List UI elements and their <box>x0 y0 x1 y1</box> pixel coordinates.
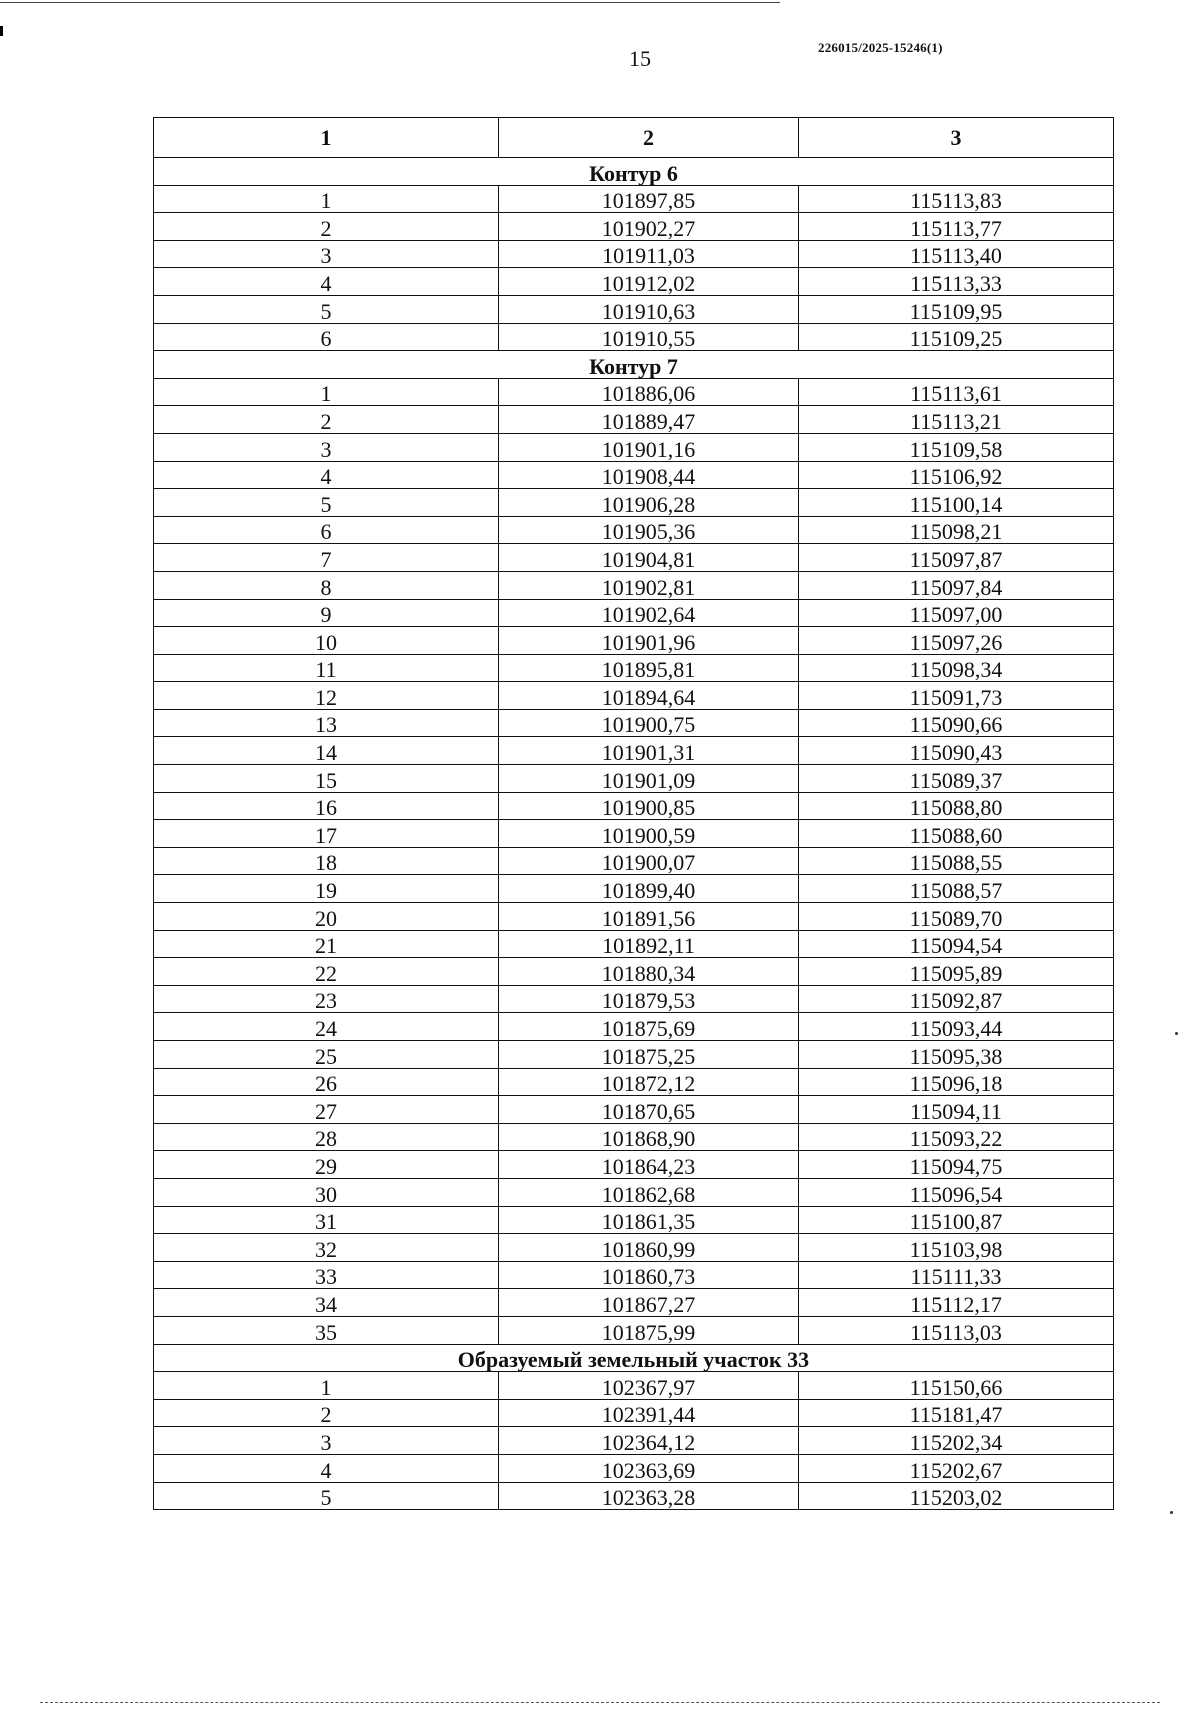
point-number-cell: 9 <box>154 599 499 627</box>
point-number-cell: 27 <box>154 1096 499 1124</box>
table-row <box>154 1316 1114 1344</box>
table-row <box>154 544 1114 572</box>
x-coordinate-cell: 101900,75 <box>499 709 799 737</box>
x-coordinate-cell: 101875,69 <box>499 1013 799 1041</box>
table-row <box>154 1261 1114 1289</box>
y-coordinate-cell: 115109,95 <box>799 295 1114 323</box>
y-coordinate-cell: 115100,87 <box>799 1206 1114 1234</box>
point-number-cell: 2 <box>154 406 499 434</box>
column-header: 2 <box>499 118 799 158</box>
point-number-cell: 13 <box>154 709 499 737</box>
section-title: Контур 6 <box>154 158 1114 186</box>
table-row <box>154 985 1114 1013</box>
table-row <box>154 682 1114 710</box>
x-coordinate-cell: 101860,73 <box>499 1261 799 1289</box>
y-coordinate-cell: 115109,58 <box>799 433 1114 461</box>
y-coordinate-cell: 115112,17 <box>799 1289 1114 1317</box>
scan-edge-line-top <box>0 2 780 3</box>
point-number-cell: 35 <box>154 1316 499 1344</box>
section-title: Контур 7 <box>154 351 1114 379</box>
point-number-cell: 16 <box>154 792 499 820</box>
table-row <box>154 654 1114 682</box>
point-number-cell: 19 <box>154 875 499 903</box>
y-coordinate-cell: 115088,57 <box>799 875 1114 903</box>
point-number-cell: 21 <box>154 930 499 958</box>
point-number-cell: 7 <box>154 544 499 572</box>
y-coordinate-cell: 115092,87 <box>799 985 1114 1013</box>
table-row <box>154 1178 1114 1206</box>
scan-edge-mark <box>0 26 3 36</box>
y-coordinate-cell: 115098,34 <box>799 654 1114 682</box>
point-number-cell: 24 <box>154 1013 499 1041</box>
y-coordinate-cell: 115091,73 <box>799 682 1114 710</box>
table-row <box>154 847 1114 875</box>
point-number-cell: 34 <box>154 1289 499 1317</box>
point-number-cell: 3 <box>154 433 499 461</box>
x-coordinate-cell: 101901,16 <box>499 433 799 461</box>
x-coordinate-cell: 102367,97 <box>499 1372 799 1400</box>
point-number-cell: 5 <box>154 1482 499 1510</box>
point-number-cell: 2 <box>154 1399 499 1427</box>
y-coordinate-cell: 115111,33 <box>799 1261 1114 1289</box>
y-coordinate-cell: 115097,00 <box>799 599 1114 627</box>
section-header-row <box>154 1344 1114 1372</box>
y-coordinate-cell: 115106,92 <box>799 461 1114 489</box>
x-coordinate-cell: 101895,81 <box>499 654 799 682</box>
x-coordinate-cell: 101910,55 <box>499 323 799 351</box>
point-number-cell: 5 <box>154 489 499 517</box>
x-coordinate-cell: 101899,40 <box>499 875 799 903</box>
section-header-row <box>154 351 1114 379</box>
table-row <box>154 1289 1114 1317</box>
y-coordinate-cell: 115202,67 <box>799 1454 1114 1482</box>
point-number-cell: 26 <box>154 1068 499 1096</box>
point-number-cell: 15 <box>154 765 499 793</box>
point-number-cell: 1 <box>154 1372 499 1400</box>
table-row <box>154 1399 1114 1427</box>
point-number-cell: 17 <box>154 820 499 848</box>
x-coordinate-cell: 101900,07 <box>499 847 799 875</box>
table-row <box>154 1206 1114 1234</box>
coordinates-table-body <box>154 118 1114 1510</box>
x-coordinate-cell: 101891,56 <box>499 903 799 931</box>
column-header: 1 <box>154 118 499 158</box>
point-number-cell: 2 <box>154 213 499 241</box>
y-coordinate-cell: 115181,47 <box>799 1399 1114 1427</box>
x-coordinate-cell: 101867,27 <box>499 1289 799 1317</box>
x-coordinate-cell: 102363,28 <box>499 1482 799 1510</box>
x-coordinate-cell: 101872,12 <box>499 1068 799 1096</box>
table-row <box>154 295 1114 323</box>
table-row <box>154 213 1114 241</box>
point-number-cell: 33 <box>154 1261 499 1289</box>
table-row <box>154 875 1114 903</box>
x-coordinate-cell: 101862,68 <box>499 1178 799 1206</box>
x-coordinate-cell: 101875,25 <box>499 1041 799 1069</box>
table-row <box>154 378 1114 406</box>
x-coordinate-cell: 101908,44 <box>499 461 799 489</box>
table-header-row <box>154 118 1114 158</box>
y-coordinate-cell: 115109,25 <box>799 323 1114 351</box>
table-row <box>154 599 1114 627</box>
table-row <box>154 1013 1114 1041</box>
table-row <box>154 489 1114 517</box>
y-coordinate-cell: 115096,54 <box>799 1178 1114 1206</box>
point-number-cell: 28 <box>154 1123 499 1151</box>
y-coordinate-cell: 115203,02 <box>799 1482 1114 1510</box>
point-number-cell: 6 <box>154 323 499 351</box>
point-number-cell: 32 <box>154 1234 499 1262</box>
y-coordinate-cell: 115113,21 <box>799 406 1114 434</box>
table-row <box>154 737 1114 765</box>
y-coordinate-cell: 115088,55 <box>799 847 1114 875</box>
x-coordinate-cell: 101861,35 <box>499 1206 799 1234</box>
x-coordinate-cell: 101868,90 <box>499 1123 799 1151</box>
page-number: 15 <box>629 46 651 71</box>
x-coordinate-cell: 102364,12 <box>499 1427 799 1455</box>
point-number-cell: 3 <box>154 240 499 268</box>
point-number-cell: 6 <box>154 516 499 544</box>
table-row <box>154 1041 1114 1069</box>
x-coordinate-cell: 101900,85 <box>499 792 799 820</box>
x-coordinate-cell: 101879,53 <box>499 985 799 1013</box>
table-row <box>154 1427 1114 1455</box>
point-number-cell: 5 <box>154 295 499 323</box>
table-row <box>154 1454 1114 1482</box>
coordinates-table <box>153 117 1114 1510</box>
y-coordinate-cell: 115096,18 <box>799 1068 1114 1096</box>
point-number-cell: 10 <box>154 627 499 655</box>
table-row <box>154 516 1114 544</box>
scan-speck <box>1170 1511 1173 1514</box>
x-coordinate-cell: 101905,36 <box>499 516 799 544</box>
y-coordinate-cell: 115097,26 <box>799 627 1114 655</box>
point-number-cell: 22 <box>154 958 499 986</box>
table-row <box>154 185 1114 213</box>
x-coordinate-cell: 101902,81 <box>499 571 799 599</box>
y-coordinate-cell: 115097,87 <box>799 544 1114 572</box>
table-row <box>154 930 1114 958</box>
point-number-cell: 4 <box>154 268 499 296</box>
x-coordinate-cell: 101860,99 <box>499 1234 799 1262</box>
x-coordinate-cell: 101912,02 <box>499 268 799 296</box>
y-coordinate-cell: 115150,66 <box>799 1372 1114 1400</box>
section-title: Образуемый земельный участок 33 <box>154 1344 1114 1372</box>
table-row <box>154 627 1114 655</box>
x-coordinate-cell: 101901,31 <box>499 737 799 765</box>
table-row <box>154 406 1114 434</box>
table-row <box>154 461 1114 489</box>
y-coordinate-cell: 115090,43 <box>799 737 1114 765</box>
table-row <box>154 1068 1114 1096</box>
x-coordinate-cell: 101892,11 <box>499 930 799 958</box>
table-row <box>154 1482 1114 1510</box>
y-coordinate-cell: 115090,66 <box>799 709 1114 737</box>
y-coordinate-cell: 115202,34 <box>799 1427 1114 1455</box>
table-row <box>154 1151 1114 1179</box>
table-row <box>154 1372 1114 1400</box>
y-coordinate-cell: 115100,14 <box>799 489 1114 517</box>
table-row <box>154 323 1114 351</box>
y-coordinate-cell: 115094,54 <box>799 930 1114 958</box>
point-number-cell: 23 <box>154 985 499 1013</box>
table-row <box>154 1123 1114 1151</box>
x-coordinate-cell: 101894,64 <box>499 682 799 710</box>
y-coordinate-cell: 115093,44 <box>799 1013 1114 1041</box>
y-coordinate-cell: 115113,03 <box>799 1316 1114 1344</box>
y-coordinate-cell: 115097,84 <box>799 571 1114 599</box>
x-coordinate-cell: 101901,09 <box>499 765 799 793</box>
x-coordinate-cell: 101870,65 <box>499 1096 799 1124</box>
y-coordinate-cell: 115095,89 <box>799 958 1114 986</box>
scan-speck <box>1175 1032 1178 1035</box>
point-number-cell: 3 <box>154 1427 499 1455</box>
x-coordinate-cell: 101886,06 <box>499 378 799 406</box>
y-coordinate-cell: 115094,75 <box>799 1151 1114 1179</box>
point-number-cell: 14 <box>154 737 499 765</box>
y-coordinate-cell: 115113,77 <box>799 213 1114 241</box>
table-row <box>154 958 1114 986</box>
y-coordinate-cell: 115094,11 <box>799 1096 1114 1124</box>
point-number-cell: 25 <box>154 1041 499 1069</box>
x-coordinate-cell: 101910,63 <box>499 295 799 323</box>
point-number-cell: 12 <box>154 682 499 710</box>
y-coordinate-cell: 115089,70 <box>799 903 1114 931</box>
y-coordinate-cell: 115113,33 <box>799 268 1114 296</box>
x-coordinate-cell: 101889,47 <box>499 406 799 434</box>
table-row <box>154 820 1114 848</box>
table-row <box>154 903 1114 931</box>
y-coordinate-cell: 115113,83 <box>799 185 1114 213</box>
x-coordinate-cell: 102391,44 <box>499 1399 799 1427</box>
point-number-cell: 30 <box>154 1178 499 1206</box>
x-coordinate-cell: 101897,85 <box>499 185 799 213</box>
x-coordinate-cell: 101902,27 <box>499 213 799 241</box>
point-number-cell: 31 <box>154 1206 499 1234</box>
y-coordinate-cell: 115088,80 <box>799 792 1114 820</box>
table-row <box>154 1096 1114 1124</box>
x-coordinate-cell: 101901,96 <box>499 627 799 655</box>
table-row <box>154 268 1114 296</box>
y-coordinate-cell: 115093,22 <box>799 1123 1114 1151</box>
point-number-cell: 1 <box>154 378 499 406</box>
column-header: 3 <box>799 118 1114 158</box>
point-number-cell: 8 <box>154 571 499 599</box>
point-number-cell: 29 <box>154 1151 499 1179</box>
y-coordinate-cell: 115088,60 <box>799 820 1114 848</box>
point-number-cell: 1 <box>154 185 499 213</box>
table-row <box>154 240 1114 268</box>
x-coordinate-cell: 101875,99 <box>499 1316 799 1344</box>
x-coordinate-cell: 101864,23 <box>499 1151 799 1179</box>
table-row <box>154 571 1114 599</box>
table-row <box>154 709 1114 737</box>
point-number-cell: 18 <box>154 847 499 875</box>
table-row <box>154 765 1114 793</box>
y-coordinate-cell: 115098,21 <box>799 516 1114 544</box>
point-number-cell: 4 <box>154 1454 499 1482</box>
scan-edge-line-bottom <box>40 1702 1160 1703</box>
y-coordinate-cell: 115103,98 <box>799 1234 1114 1262</box>
table-row <box>154 1234 1114 1262</box>
y-coordinate-cell: 115113,40 <box>799 240 1114 268</box>
x-coordinate-cell: 101880,34 <box>499 958 799 986</box>
table-row <box>154 433 1114 461</box>
table-row <box>154 792 1114 820</box>
x-coordinate-cell: 101911,03 <box>499 240 799 268</box>
x-coordinate-cell: 101906,28 <box>499 489 799 517</box>
point-number-cell: 11 <box>154 654 499 682</box>
y-coordinate-cell: 115089,37 <box>799 765 1114 793</box>
point-number-cell: 20 <box>154 903 499 931</box>
x-coordinate-cell: 101904,81 <box>499 544 799 572</box>
section-header-row <box>154 158 1114 186</box>
x-coordinate-cell: 101902,64 <box>499 599 799 627</box>
x-coordinate-cell: 102363,69 <box>499 1454 799 1482</box>
y-coordinate-cell: 115113,61 <box>799 378 1114 406</box>
point-number-cell: 4 <box>154 461 499 489</box>
x-coordinate-cell: 101900,59 <box>499 820 799 848</box>
document-code: 226015/2025-15246(1) <box>818 40 943 55</box>
y-coordinate-cell: 115095,38 <box>799 1041 1114 1069</box>
